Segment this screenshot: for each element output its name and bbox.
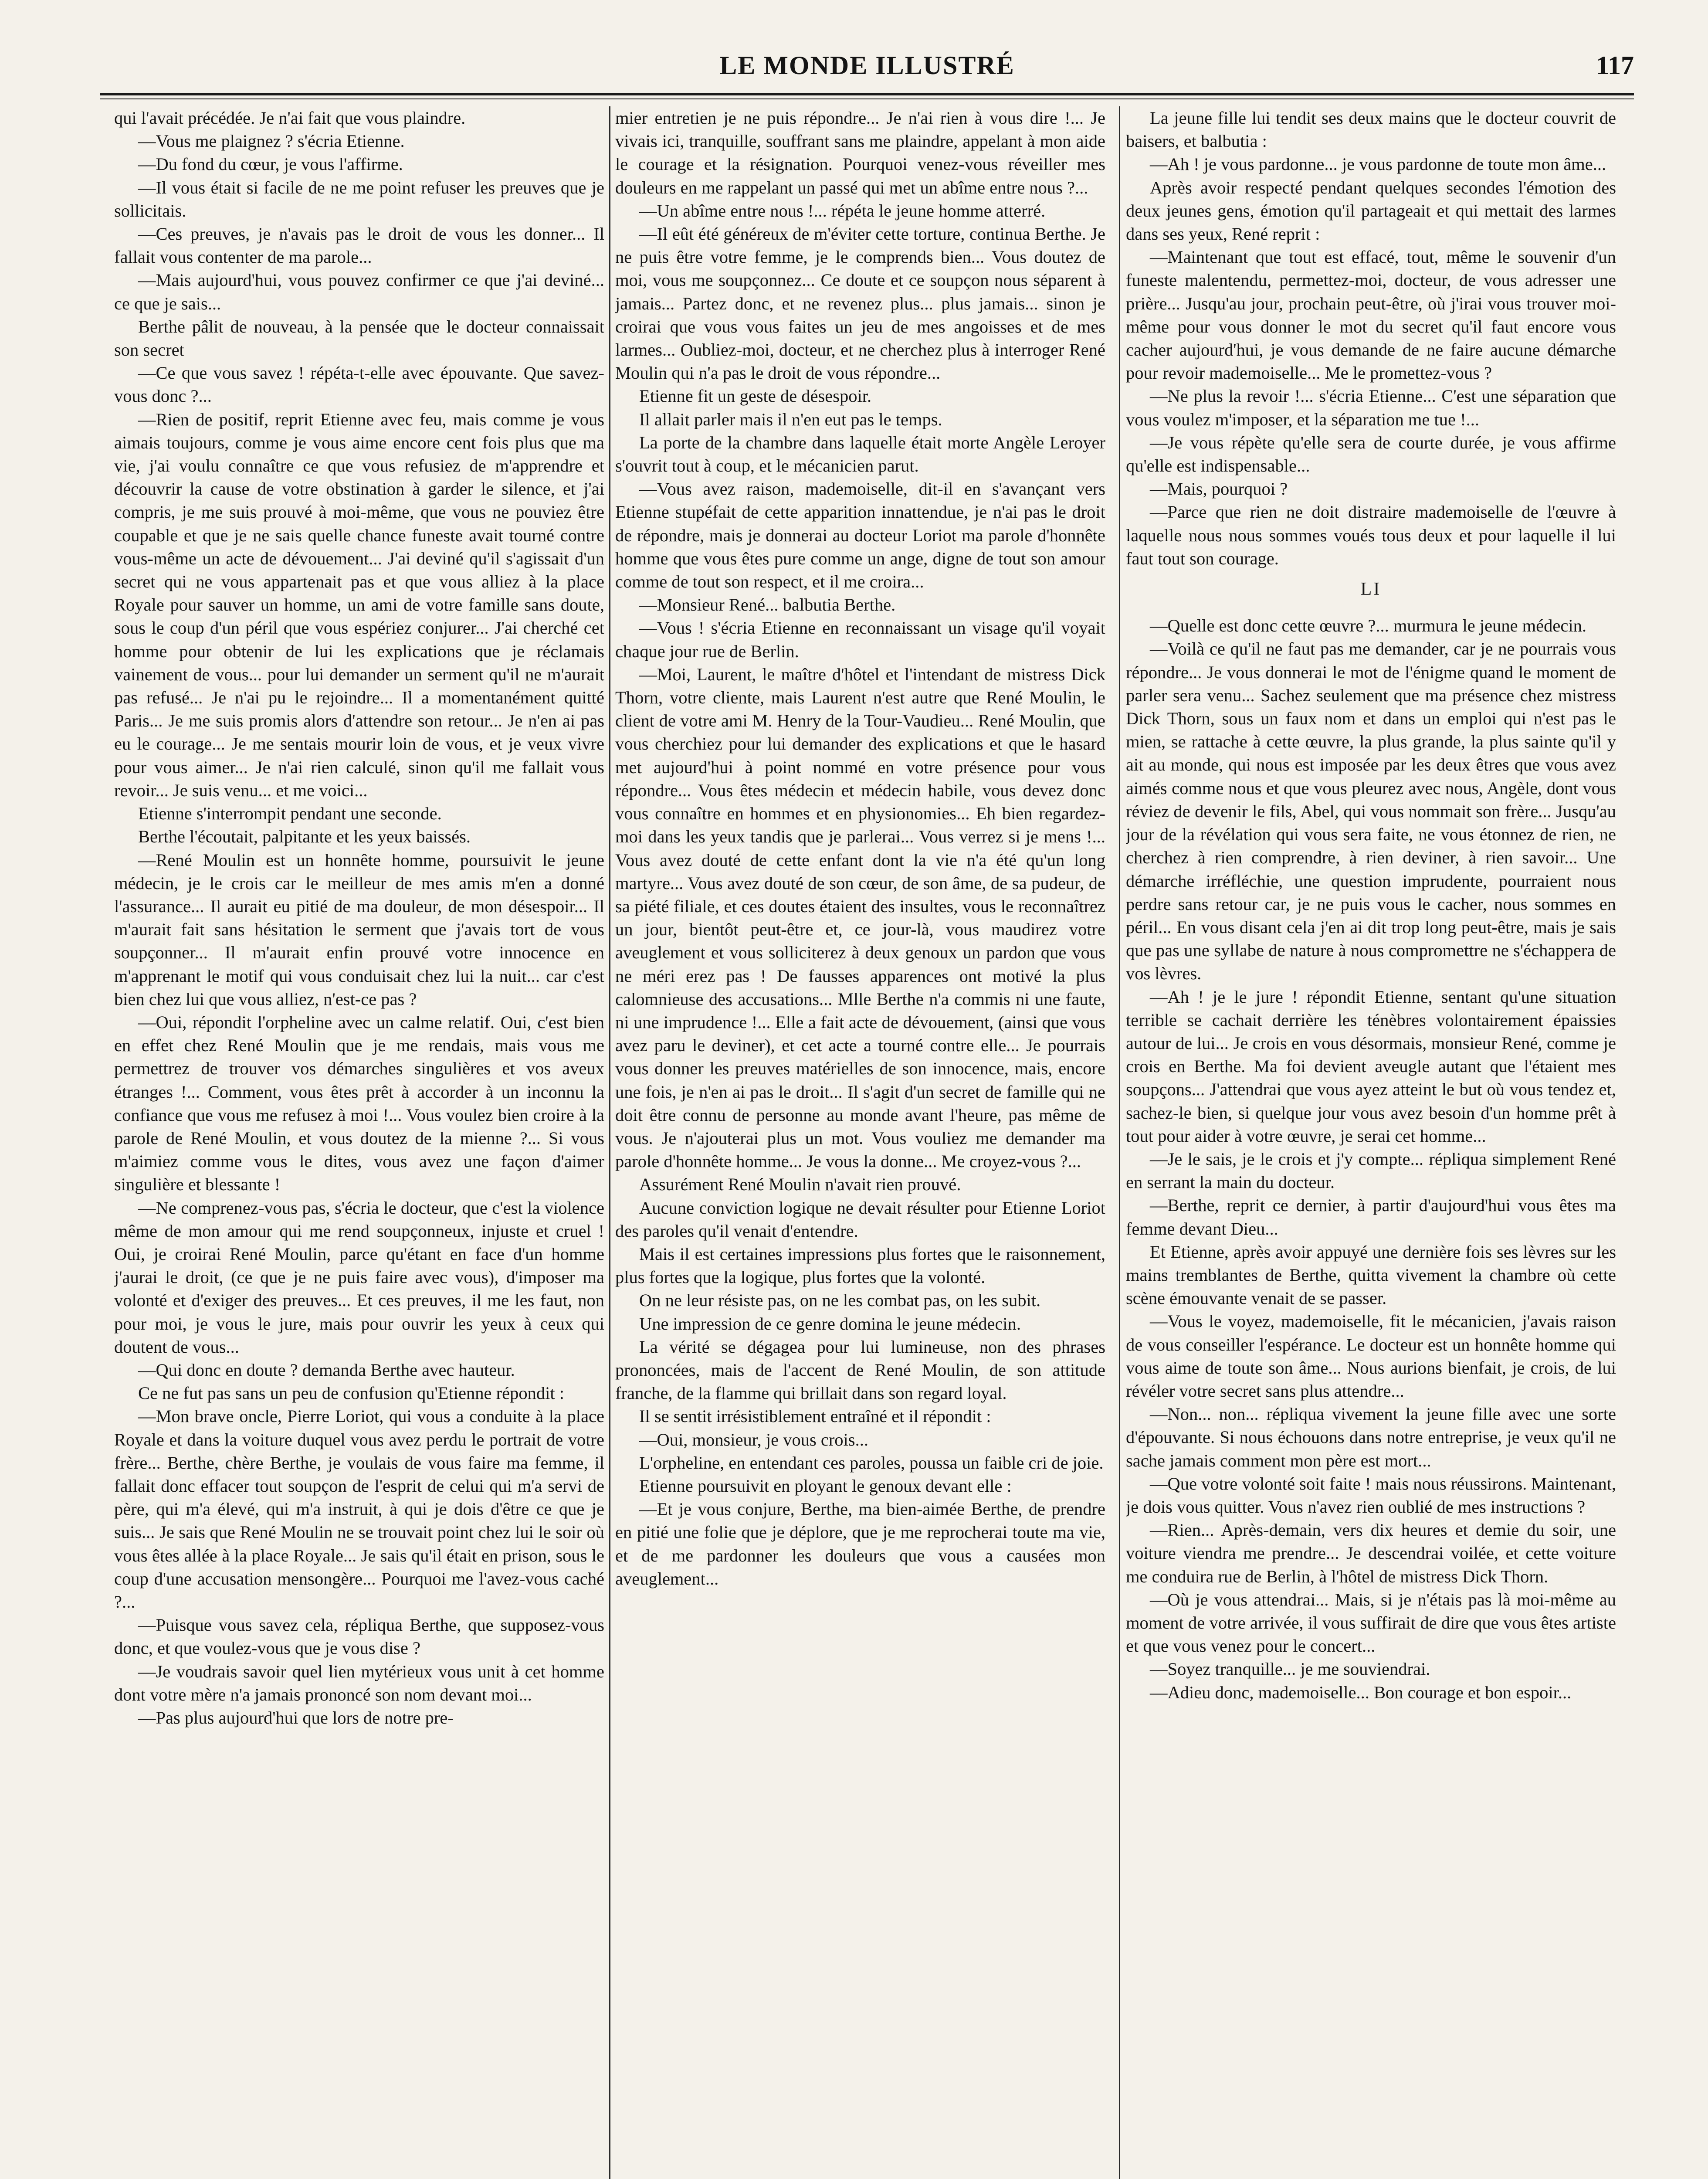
paragraph: —Parce que rien ne doit distraire mademoiselle de l'œuvre à laquelle nous nous sommes voués tous deux et pour laquelle il lui faut tout son courage. — [1126, 502, 1616, 568]
paragraph: —Puisque vous savez cela, répliqua Berthe, que supposez-vous donc, et que voulez-vous que je vous dise ? — [114, 1615, 604, 1658]
paragraph: —Où je vous attendrai... Mais, si je n'étais pas là moi-même au moment de votre arrivée, il vous suffirait de dire que vous êtes artiste et que vous venez pour le concert... — [1126, 1589, 1616, 1656]
page-header — [100, 42, 1634, 90]
paragraph: La jeune fille lui tendit ses deux mains que le docteur couvrit de baisers, et balbutia : — [1126, 108, 1616, 151]
paragraph: Une impression de ce genre domina le jeune médecin. — [639, 1314, 1021, 1334]
paragraph: —Du fond du cœur, je vous l'affirme. — [138, 154, 403, 174]
paragraph: Il se sentit irrésistiblement entraîné et il répondit : — [639, 1406, 991, 1426]
paragraph: qui l'avait précédée. Je n'ai fait que vous plaindre. — [114, 108, 466, 128]
paragraph: —Voilà ce qu'il ne faut pas me demander, car je ne pourrais vous répondre... Je vous donnerai le mot de l'énigme quand le moment de parler sera venu... Sachez seulement que ma présence chez mistress Dick Thorn, sous un faux nom et dans un emploi qui n'est pas le mien, se rattache à cette œuvre, la plus grande, la plus sainte qu'il y ait au monde, qui nous est imposée par les deux êtres que vous avez aimés comme nous et que vous pleurez avec nous, Angèle, dont vous réviez de devenir le fils, Abel, qui vous nommait son frère... Jusqu'au jour de la révélation qui vous sera faite, ne vous étonnez de rien, ne cherchez à rien comprendre, à rien deviner, à rien savoir... Une démarche irréfléchie, une question imprudente, pourraient nous perdre sans retour car, je ne puis vous le cacher, nous sommes en péril... En vous disant cela j'en ai dit trop long peut-être, mais je sais que pas une syllabe de nature à nous compromettre ne s'échappera de vos lèvres. — [1126, 639, 1616, 984]
paragraph: —Berthe, reprit ce dernier, à partir d'aujourd'hui vous êtes ma femme devant Dieu... — [1126, 1195, 1616, 1239]
paragraph: —Ces preuves, je n'avais pas le droit de vous les donner... Il fallait vous contenter de ma parole... — [114, 224, 604, 267]
paragraph: mier entretien je ne puis répondre... Je n'ai rien à vous dire !... Je vivais ici, tranquille, souffrant sans me plaindre, appelant à mon aide le courage et la résignation. Pourquoi venez-vous réveiller mes douleurs en me rappelant un passé qui met un abîme entre nous ?... — [615, 108, 1105, 197]
paragraph: —Que votre volonté soit faite ! mais nous réussirons. Maintenant, je dois vous quitter. Vous n'avez rien oublié de mes instructions ? — [1126, 1473, 1616, 1517]
paragraph: —Soyez tranquille... je me souviendrai. — [1150, 1659, 1430, 1679]
paragraph: —Vous me plaignez ? s'écria Etienne. — [138, 131, 405, 151]
paragraph: Etienne fit un geste de désespoir. — [639, 386, 872, 406]
paragraph: —Vous le voyez, mademoiselle, fit le mécanicien, j'avais raison de vous conseiller l'espérance. Le docteur est un honnête homme qui vous aime de toute son âme... Nous aurions bienfait, je crois, de lui révéler votre secret sans plus attendre... — [1126, 1311, 1616, 1401]
journal-title: LE MONDE ILLUSTRÉ — [719, 51, 1015, 80]
paragraph: Berthe l'écoutait, palpitante et les yeux baissés. — [138, 827, 471, 847]
text-column-2 — [615, 106, 1105, 2179]
paragraph: —Qui donc en doute ? demanda Berthe avec hauteur. — [138, 1360, 515, 1380]
paragraph: L'orpheline, en entendant ces paroles, poussa un faible cri de joie. — [639, 1453, 1104, 1473]
paragraph: —Mon brave oncle, Pierre Loriot, qui vous a conduite à la place Royale et dans la voiture duquel vous avez perdu le portrait de votre frère... Berthe, chère Berthe, je voulais de vous faire ma femme, il fallait donc effacer tout soupçon de l'esprit de celui qui m'a servi de père, qui m'a élevé, qui m'a instruit, à qui je dois d'être ce que je suis... Je sais que René Moulin ne se trouvait point chez lui le soir où vous êtes allée à la place Royale... Je sais qu'il était en prison, sous le coup d'une accusation mensongère... Pourquoi me l'avez-vous caché ?... — [114, 1406, 604, 1612]
paragraph: Et Etienne, après avoir appuyé une dernière fois ses lèvres sur les mains tremblantes de Berthe, quitta vivement la chambre où cette scène émouvante venait de se passer. — [1126, 1242, 1616, 1308]
paragraph: —Ah ! je le jure ! répondit Etienne, sentant qu'une situation terrible se cachait derrière les ténèbres volontairement épaissies autour de lui... Je crois en vous désormais, monsieur René, comme je crois en Berthe. Ma foi devient aveugle autant que l'étaient mes soupçons... J'attendrai que vous ayez atteint le but où vous tendez et, sachez-le bien, si quelque jour vous avez besoin d'un homme prêt à tout pour aider à votre œuvre, je serai cet homme... — [1126, 987, 1616, 1146]
header-rule-thick — [100, 93, 1634, 95]
paragraph: —Non... non... répliqua vivement la jeune fille avec une sorte d'épouvante. Si nous échouons dans notre entreprise, je veux qu'il ne sache jamais comment mon père est mort... — [1126, 1404, 1616, 1470]
paragraph: —Et je vous conjure, Berthe, ma bien-aimée Berthe, de prendre en pitié une folie que je déplore, que je me reprocherai toute ma vie, et de me pardonner les douleurs que vous a causées mon aveuglement... — [615, 1499, 1105, 1588]
column-divider-2 — [1119, 106, 1120, 2179]
paragraph: Après avoir respecté pendant quelques secondes l'émotion des deux jeunes gens, émotion qu'il partageait et qui mettait des larmes dans ses yeux, René reprit : — [1126, 177, 1616, 244]
paragraph: La vérité se dégagea pour lui lumineuse, non des phrases prononcées, mais de l'accent de René Moulin, de son attitude franche, de la flamme qui brillait dans son regard loyal. — [615, 1337, 1105, 1403]
paragraph: —René Moulin est un honnête homme, poursuivit le jeune médecin, je le crois car le meilleur de mes amis m'en a donné l'assurance... Il aurait eu pitié de ma douleur, de mon désespoir... Il m'aurait fait sans hésitation le serment que j'avais tort de vous soupçonner... Il m'aurait enfin prouvé votre innocence en m'apprenant le motif qui vous conduisait chez lui la nuit... car c'est bien chez lui que vous alliez, n'est-ce pas ? — [114, 850, 604, 1009]
paragraph: —Je voudrais savoir quel lien mytérieux vous unit à cet homme dont votre mère n'a jamais prononcé son nom devant moi... — [114, 1661, 604, 1704]
paragraph: Etienne s'interrompit pendant une seconde. — [138, 804, 442, 824]
paragraph: Ce ne fut pas sans un peu de confusion qu'Etienne répondit : — [138, 1383, 564, 1403]
paragraph: —Un abîme entre nous !... répéta le jeune homme atterré. — [639, 200, 1046, 221]
paragraph: —Je le sais, je le crois et j'y compte... répliqua simplement René en serrant la main du docteur. — [1126, 1149, 1616, 1192]
text-column-3 — [1126, 106, 1616, 2179]
paragraph: —Vous avez raison, mademoiselle, dit-il en s'avançant vers Etienne stupéfait de cette apparition innattendue, je n'ai pas le droit de répondre, mais je donnerai au docteur Loriot ma parole d'honnête homme que vous êtes pure comme un ange, digne de tout son amour comme de tout son respect, et il me croira... — [615, 479, 1105, 592]
paragraph: —Pas plus aujourd'hui que lors de notre pre- — [138, 1708, 454, 1728]
paragraph: Berthe pâlit de nouveau, à la pensée que le docteur connaissait son secret — [114, 316, 604, 360]
paragraph: On ne leur résiste pas, on ne les combat pas, on les subit. — [639, 1290, 1041, 1310]
paragraph: Mais il est certaines impressions plus fortes que le raisonnement, plus fortes que la logique, plus fortes que la volonté. — [615, 1244, 1105, 1287]
paragraph: —Ah ! je vous pardonne... je vous pardonne de toute mon âme... — [1150, 154, 1606, 174]
paragraph: —Moi, Laurent, le maître d'hôtel et l'intendant de mistress Dick Thorn, votre cliente, mais Laurent n'est autre que René Moulin, le client de votre ami M. Henry de la Tour-Vaudieu... René Moulin, que vous cherchiez pour lui demander des explications et que le hasard met aujourd'hui à point nommé en votre présence pour vous répondre... Vous êtes médecin et médecin habile, vous devez donc vous connaître en hommes et en physionomies... Eh bien regardez-moi dans les yeux tandis que je parlerai... Vous verrez si je mens !... Vous avez douté de cette enfant dont la vie n'a été qu'un long martyre... Vous avez douté de son cœur, de son âme, de sa pudeur, de sa piété filiale, et ces doutes étaient des insultes, vous le reconnaîtrez un jour, bientôt peut-être et, ce jour-là, vous maudirez votre aveuglement et vous solliciterez à deux genoux un pardon que vous ne méri erez pas ! De fausses apparences ont motivé la plus calomnieuse des accusations... Mlle Berthe n'a commis ni une faute, ni une imprudence !... Elle a fait acte de dévouement, (ainsi que vous avez paru le deviner), et cet acte a tourné contre elle... Je pourrais vous donner les preuves matérielles de son innocence, mais, encore une fois, je n'en ai pas le droit... Il s'agit d'un secret de famille qui ne doit être connu de personne au monde avant l'heure, pas même de vous. Je n'ajouterai plus un mot. Vous vouliez me demander ma parole d'honnête homme... Je vous la donne... Me croyez-vous ?... — [615, 664, 1105, 1171]
paragraph: —Maintenant que tout est effacé, tout, même le souvenir d'un funeste malentendu, permettez-moi, docteur, de vous adresser une prière... Jusqu'au jour, prochain peut-être, où j'irai vous trouver moi-même pour vous donner le mot du secret qu'il faut encore vous cacher aujourd'hui, je vous demande de ne faire aucune démarche pour revoir mademoiselle... Me le promettez-vous ? — [1126, 247, 1616, 383]
paragraph: —Il eût été généreux de m'éviter cette torture, continua Berthe. Je ne puis être votre femme, je le comprends bien... Vous doutez de moi, vous me soupçonnez... Ce doute et ce soupçon nous séparent à jamais... Partez donc, et ne revenez plus... plus jamais... sinon je croirai que vous vous faites un jeu de mes angoisses et de mes larmes... Oubliez-moi, docteur, et ne cherchez plus à interroger René Moulin qui n'a pas le droit de vous répondre... — [615, 224, 1105, 383]
paragraph: —Ne plus la revoir !... s'écria Etienne... C'est une séparation que vous voulez m'imposer, et la séparation me tue !... — [1126, 386, 1616, 429]
paragraph: —Il vous était si facile de ne me point refuser les preuves que je sollicitais. — [114, 177, 604, 221]
paragraph: —Adieu donc, mademoiselle... Bon courage et bon espoir... — [1150, 1682, 1572, 1702]
paragraph: —Mais, pourquoi ? — [1150, 479, 1288, 499]
paragraph: Etienne poursuivit en ployant le genoux devant elle : — [639, 1476, 1012, 1496]
paragraph: —Rien... Après-demain, vers dix heures et demie du soir, une voiture viendra me prendre... Je descendrai voilée, et cette voiture me conduira rue de Berlin, à l'hôtel de mistress Dick Thorn. — [1126, 1520, 1616, 1586]
text-column-1 — [114, 106, 604, 2179]
page-number: 117 — [1596, 51, 1634, 80]
paragraph: Assurément René Moulin n'avait rien prouvé. — [639, 1174, 961, 1195]
paragraph: —Oui, répondit l'orpheline avec un calme relatif. Oui, c'est bien en effet chez René Moulin que je me rendais, mais vous me permettrez de trouver vos démarches singulières et vos aveux étranges !... Comment, vous êtes prêt à accorder à un inconnu la confiance que vous me refusez à moi !... Vous voulez bien croire à la parole de René Moulin, et vous doutez de la mienne ?... Si vous m'aimiez comme vous le dites, vous avez une façon d'aimer singulière et blessante ! — [114, 1012, 604, 1195]
paragraph: La porte de la chambre dans laquelle était morte Angèle Leroyer s'ouvrit tout à coup, et le mécanicien parut. — [615, 432, 1105, 476]
paragraph: —Ce que vous savez ! répéta-t-elle avec épouvante. Que savez-vous donc ?... — [114, 363, 604, 406]
header-rule-thin — [100, 98, 1634, 99]
paragraph: —Rien de positif, reprit Etienne avec feu, mais comme je vous aimais toujours, comme je vous aime encore cent fois plus que ma vie, j'ai voulu connaître ce que vous refusiez de m'apprendre et découvrir la cause de votre obstination à garder le silence, et j'ai compris, je me suis prouvé à moi-même, que vous ne pouviez être coupable et que je ne sais quelle chance funeste avait tourné contre vous-même un acte de dévouement... J'ai deviné qu'il s'agissait d'un secret qui ne vous appartenait pas et que vous alliez à la place Royale pour sauver un homme, un ami de votre famille sans doute, sous le coup d'un péril que vous espériez conjurer... J'ai cherché cet homme pour obtenir de lui les explications que je réclamais vainement de vous... pour lui demander un serment qu'il ne m'aurait pas refusé... Je n'ai pu le rejoindre... Il a momentanément quitté Paris... Je me suis promis alors d'attendre son retour... Je n'en ai pas eu le courage... Je me sentais mourir loin de vous, et je veux vivre pour vous aimer... Je n'ai rien calculé, sinon qu'il me fallait vous revoir... Je suis venu... et me voici... — [114, 409, 604, 800]
paragraph: —Mais aujourd'hui, vous pouvez confirmer ce que j'ai deviné... ce que je sais... — [114, 270, 604, 313]
column-divider-1 — [609, 106, 610, 2179]
paragraph: —Monsieur René... balbutia Berthe. — [639, 595, 896, 615]
paragraph: Il allait parler mais il n'en eut pas le temps. — [639, 409, 942, 429]
paragraph: —Vous ! s'écria Etienne en reconnaissant un visage qu'il voyait chaque jour rue de Berlin. — [615, 618, 1105, 661]
paragraph: —Oui, monsieur, je vous crois... — [639, 1429, 868, 1449]
paragraph: —Je vous répète qu'elle sera de courte durée, je vous affirme qu'elle est indispensable... — [1126, 432, 1616, 476]
paragraph: Aucune conviction logique ne devait résulter pour Etienne Loriot des paroles qu'il venait d'entendre. — [615, 1198, 1105, 1241]
chapter-heading: LI — [1360, 579, 1382, 600]
paragraph: —Quelle est donc cette œuvre ?... murmura le jeune médecin. — [1150, 616, 1586, 636]
paragraph: —Ne comprenez-vous pas, s'écria le docteur, que c'est la violence même de mon amour qui me rend soupçonneux, injuste et cruel ! Oui, je croirai René Moulin, parce qu'étant en face d'un homme j'aurai le droit, (ce que je ne puis faire avec vous), d'imposer ma volonté et d'exiger des preuves... Et ces preuves, il me les faut, non pour moi, je vous le jure, mais pour ouvrir les yeux à ceux qui doutent de vous... — [114, 1198, 604, 1357]
